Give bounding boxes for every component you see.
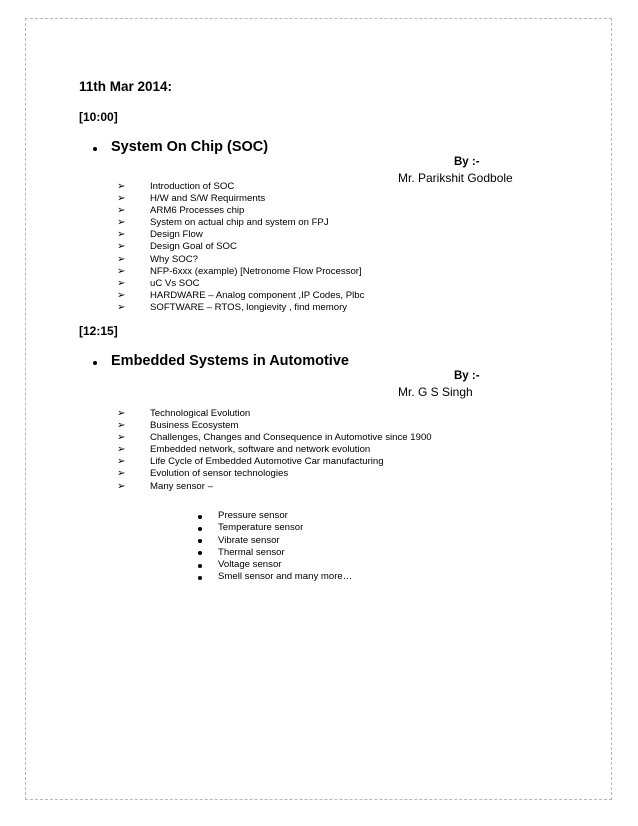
- topic-item: [117, 254, 364, 266]
- sensor-item: [190, 510, 352, 522]
- topic-text: Life Cycle of Embedded Automotive Car manufacturing: [150, 456, 384, 468]
- topic-item: [117, 468, 432, 480]
- sensor-sublist: [150, 510, 352, 584]
- session-1-time: [10:00]: [79, 110, 118, 124]
- session-2-presenter: Mr. G S Singh: [398, 385, 473, 399]
- topic-text: Why SOC?: [150, 253, 198, 265]
- topic-item: [117, 432, 432, 444]
- arrow-bullet-icon: ➢: [117, 277, 126, 289]
- arrow-bullet-icon: ➢: [117, 229, 126, 241]
- topic-item: [117, 193, 364, 205]
- topic-item: [117, 266, 364, 278]
- document-date: 11th Mar 2014:: [79, 79, 173, 94]
- sensor-text: Smell sensor and many more…: [218, 571, 353, 583]
- topic-text: Evolution of sensor technologies: [150, 468, 289, 480]
- session-2-title: Embedded Systems in Automotive: [111, 353, 349, 369]
- topic-text: Business Ecosystem: [150, 420, 239, 432]
- topic-text: Many sensor –: [150, 480, 213, 492]
- topic-item: [117, 481, 432, 493]
- topic-text: uC Vs SOC: [150, 277, 200, 289]
- topic-text: Technological Evolution: [150, 408, 251, 419]
- topic-text: Introduction of SOC: [150, 181, 235, 192]
- topic-text: ARM6 Processes chip: [150, 205, 245, 217]
- topic-text: System on actual chip and system on FPJ: [150, 217, 329, 229]
- topic-text: HARDWARE – Analog component ,IP Codes, Plbc: [150, 289, 365, 301]
- dot-bullet-icon: [198, 515, 202, 519]
- session-1-presenter: Mr. Parikshit Godbole: [398, 171, 513, 185]
- topic-item: [117, 420, 432, 432]
- sensor-text: Temperature sensor: [218, 522, 304, 534]
- arrow-bullet-icon: ➢: [117, 265, 126, 277]
- dot-bullet-icon: [198, 564, 202, 568]
- session-1-by-label: By :-: [454, 156, 480, 168]
- topic-text: Challenges, Changes and Consequence in Automotive since 1900: [150, 432, 432, 444]
- sensor-text: Vibrate sensor: [218, 534, 280, 546]
- topic-text: Design Goal of SOC: [150, 241, 237, 253]
- topic-text: NFP-6xxx (example) [Netronome Flow Processor]: [150, 265, 362, 277]
- arrow-bullet-icon: ➢: [117, 432, 126, 444]
- topic-text: Embedded network, software and network evolution: [150, 444, 371, 456]
- session-2-topic-list: [117, 408, 432, 493]
- dot-bullet-icon: [198, 527, 202, 531]
- topic-item: [117, 278, 364, 290]
- topic-text: Design Flow: [150, 229, 203, 241]
- topic-text: H/W and S/W Requirments: [150, 193, 266, 205]
- sensor-item: [190, 571, 352, 583]
- arrow-bullet-icon: ➢: [117, 193, 126, 205]
- arrow-bullet-icon: ➢: [117, 181, 126, 192]
- dot-bullet-icon: [198, 576, 202, 580]
- arrow-bullet-icon: ➢: [117, 408, 126, 419]
- topic-item: [117, 181, 364, 193]
- topic-item: [117, 444, 432, 456]
- sensor-item: [190, 547, 352, 559]
- sensor-text: Pressure sensor: [218, 510, 288, 521]
- arrow-bullet-icon: ➢: [117, 205, 126, 217]
- arrow-bullet-icon: ➢: [117, 420, 126, 432]
- session-1-title: System On Chip (SOC): [111, 139, 269, 155]
- dot-bullet-icon: [198, 551, 202, 555]
- session-1-topic-list: [117, 181, 364, 314]
- topic-item: [117, 229, 364, 241]
- arrow-bullet-icon: ➢: [117, 253, 126, 265]
- session-2-by-label: By :-: [454, 370, 480, 382]
- topic-item: [117, 290, 364, 302]
- topic-item: [117, 456, 432, 468]
- topic-item: [117, 302, 364, 314]
- sensor-item: [190, 559, 352, 571]
- sensor-item: [190, 522, 352, 534]
- session-2-time: [12:15]: [79, 324, 118, 338]
- sensor-item: [190, 535, 352, 547]
- session-2-bullet-icon: [93, 361, 97, 365]
- arrow-bullet-icon: ➢: [117, 217, 126, 229]
- arrow-bullet-icon: ➢: [117, 456, 126, 468]
- arrow-bullet-icon: ➢: [117, 444, 126, 456]
- arrow-bullet-icon: ➢: [117, 480, 126, 492]
- sensor-text: Thermal sensor: [218, 546, 285, 558]
- arrow-bullet-icon: ➢: [117, 301, 126, 313]
- topic-item: [117, 217, 364, 229]
- arrow-bullet-icon: ➢: [117, 289, 126, 301]
- session-1-bullet-icon: [93, 147, 97, 151]
- topic-item: [117, 241, 364, 253]
- arrow-bullet-icon: ➢: [117, 241, 126, 253]
- arrow-bullet-icon: ➢: [117, 468, 126, 480]
- topic-item: [117, 408, 432, 420]
- topic-text: SOFTWARE – RTOS, longievity , find memory: [150, 301, 348, 313]
- topic-item: [117, 205, 364, 217]
- sensor-text: Voltage sensor: [218, 559, 282, 571]
- dot-bullet-icon: [198, 539, 202, 543]
